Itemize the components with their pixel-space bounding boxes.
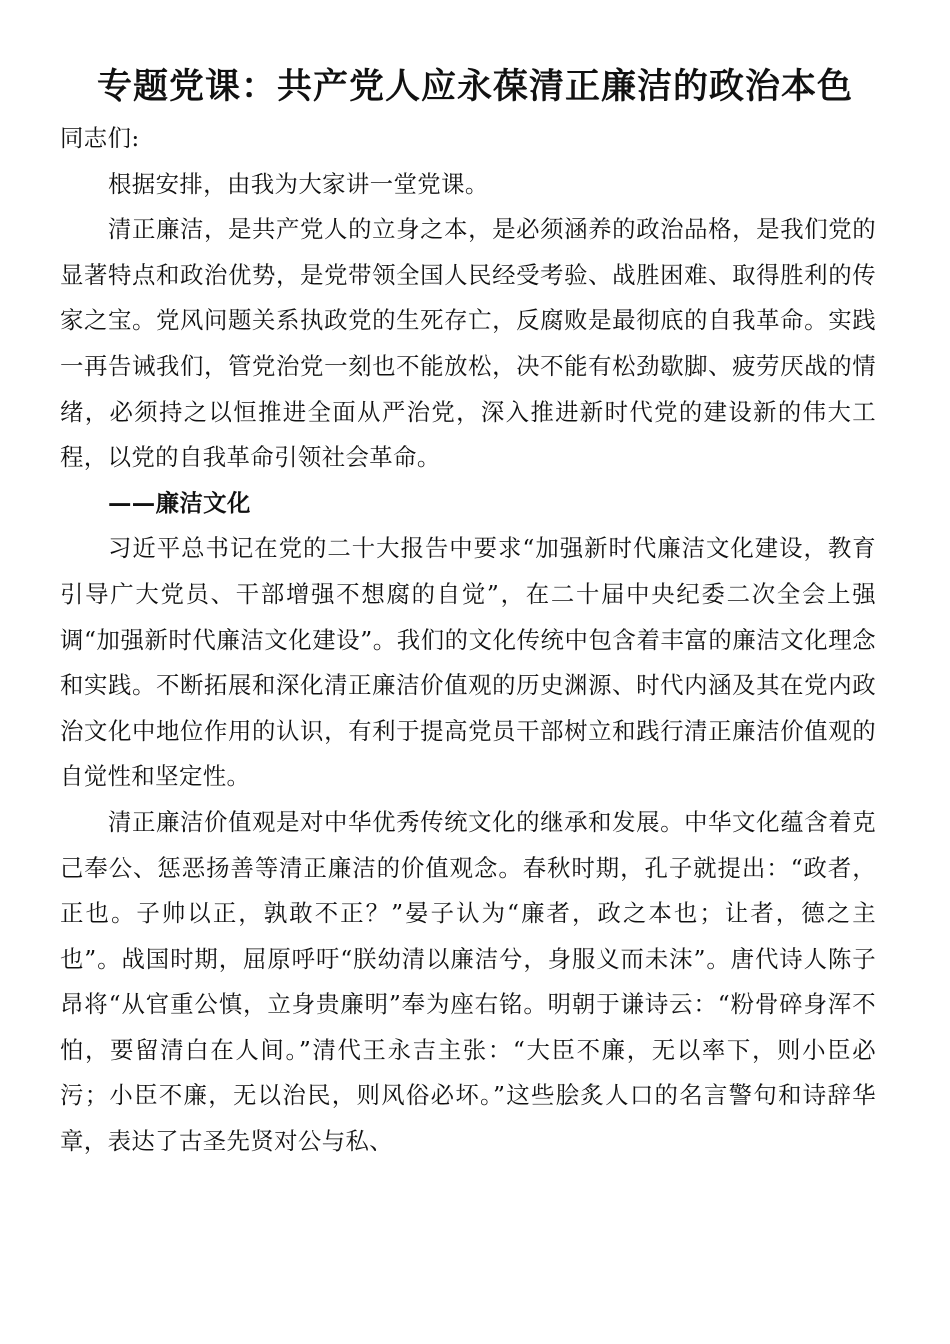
paragraph-tradition: 清正廉洁价值观是对中华优秀传统文化的继承和发展。中华文化蕴含着克己奉公、惩恶扬善等清正廉洁的价值观念。春秋时期，孔子就提出：“政者，正也。子帅以正，孰敢不正？”晏子认为“廉者，政之本也；让者，德之主也”。战国时期，屈原呼吁“朕幼清以廉洁兮，身服义而未沫”。唐代诗人陈子昂将“从官重公慎，立身贵廉明”奉为座右铭。明朝于谦诗云：“粉骨碎身浑不怕，要留清白在人间。”清代王永吉主张：“大臣不廉，无以率下，则小臣必污；小臣不廉，无以治民，则风俗必坏。”这些脍炙人口的名言警句和诗辞华章，表达了古圣先贤对公与私、 (60, 807, 876, 1156)
paragraph-culture: 习近平总书记在党的二十大报告中要求“加强新时代廉洁文化建设，教育引导广大党员、干部增强不想腐的自觉”，在二十届中央纪委二次全会上强调“加强新时代廉洁文化建设”。我们的文化传统中包含着丰富的廉洁文化理念和实践。不断拓展和深化清正廉洁价值观的历史渊源、时代内涵及其在党内政治文化中地位作用的认识，有利于提高党员干部树立和践行清正廉洁价值观的自觉性和坚定性。 (60, 534, 876, 791)
document-title: 专题党课：共产党人应永葆清正廉洁的政治本色 (96, 66, 853, 107)
paragraph-integrity: 清正廉洁，是共产党人的立身之本，是必须涵养的政治品格，是我们党的显著特点和政治优势，是党带领全国人民经受考验、战胜困难、取得胜利的传家之宝。党风问题关系执政党的生死存亡，反腐败是最彻底的自我革命。实践一再告诫我们，管党治党一刻也不能放松，决不能有松劲歇脚、疲劳厌战的情绪，必须持之以恒推进全面从严治党，深入推进新时代党的建设新的伟大工程，以党的自我革命引领社会革命。 (60, 215, 876, 472)
section-subheading: ——廉洁文化 (108, 488, 251, 517)
salutation: 同志们: (60, 124, 140, 152)
paragraph-intro: 根据安排，由我为大家讲一堂党课。 (108, 169, 489, 198)
document-body (60, 116, 876, 1165)
